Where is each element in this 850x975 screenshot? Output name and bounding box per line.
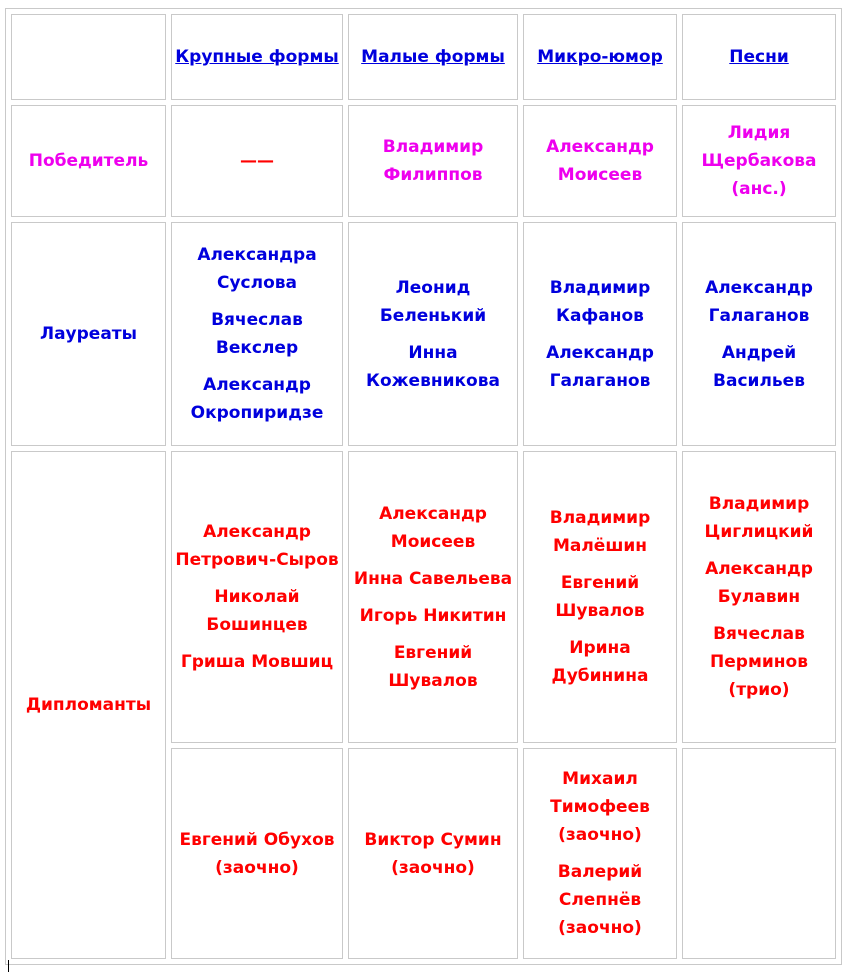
diplomants-cell <box>348 748 518 959</box>
results-table <box>5 8 842 965</box>
winner-cell <box>348 105 518 217</box>
header-link-mikro[interactable]: Микро-юмор <box>537 47 663 67</box>
diplomant-entry: Владимир Циглицкий <box>704 494 814 542</box>
laureates-row <box>11 222 836 446</box>
diplomant-entry: Игорь Никитин <box>359 605 507 626</box>
text-cursor <box>8 960 9 972</box>
winner-entry: —— <box>240 151 274 171</box>
winner-row <box>11 105 836 217</box>
header-row <box>11 14 836 100</box>
diplomant-entry: Михаил Тимофеев (заочно) <box>550 769 650 845</box>
header-link-malye[interactable]: Малые формы <box>361 47 505 67</box>
laureate-entry: Александра Суслова <box>197 245 317 293</box>
diplomants-cell <box>682 451 836 743</box>
diplomant-entry: Евгений Шувалов <box>555 573 645 621</box>
laureates-cell <box>171 222 343 446</box>
diplomant-entry: Евгений Обухов (заочно) <box>179 829 335 878</box>
header-cell[interactable] <box>171 14 343 100</box>
row-label-laureates: Лауреаты <box>11 222 166 446</box>
diplomants-row <box>11 451 836 743</box>
diplomant-entry: Евгений Шувалов <box>388 642 478 691</box>
diplomant-entry: Гриша Мовшиц <box>180 652 334 672</box>
header-cell[interactable] <box>682 14 836 100</box>
winner-entry: Александр Моисеев <box>546 137 654 185</box>
laureate-entry: Владимир Кафанов <box>549 277 651 326</box>
diplomant-entry: Вячеслав Перминов (трио) <box>710 624 808 700</box>
diplomants-cell <box>523 748 677 959</box>
diplomant-entry: Александр Моисеев <box>379 503 487 552</box>
diplomant-entry: Валерий Слепнёв (заочно) <box>557 862 643 938</box>
laureates-cell <box>523 222 677 446</box>
laureate-entry: Александр Окропиридзе <box>190 375 324 423</box>
diplomants-cell-empty <box>682 748 836 959</box>
laureates-cell <box>682 222 836 446</box>
winner-cell <box>523 105 677 217</box>
laureate-entry: Александр Галаганов <box>705 277 813 326</box>
diplomants-cell <box>171 451 343 743</box>
header-cell[interactable] <box>348 14 518 100</box>
header-cell-empty <box>11 14 166 100</box>
row-label-winner: Победитель <box>11 105 166 217</box>
laureate-entry: Александр Галаганов <box>546 342 654 391</box>
diplomants-cell <box>523 451 677 743</box>
diplomant-entry: Николай Бошинцев <box>206 587 308 635</box>
winner-cell <box>682 105 836 217</box>
diplomant-entry: Александр Петрович-Сыров <box>175 522 339 570</box>
laureates-cell <box>348 222 518 446</box>
diplomant-entry: Владимир Малёшин <box>549 508 651 556</box>
laureate-entry: Инна Кожевникова <box>366 342 500 391</box>
row-label-diplomants: Дипломанты <box>11 451 166 959</box>
diplomants-cell <box>171 748 343 959</box>
winner-cell <box>171 105 343 217</box>
winner-entry: Владимир Филиппов <box>382 137 484 185</box>
header-link-krupnye[interactable]: Крупные формы <box>175 47 339 67</box>
diplomant-entry: Инна Савельева <box>353 568 513 589</box>
diplomant-entry: Ирина Дубинина <box>551 638 649 686</box>
laureate-entry: Андрей Васильев <box>713 342 805 391</box>
header-link-pesni[interactable]: Песни <box>729 47 789 67</box>
diplomant-entry: Виктор Сумин (заочно) <box>364 829 502 878</box>
winner-entry: Лидия Щербакова (анс.) <box>701 123 817 199</box>
laureate-entry: Вячеслав Векслер <box>211 310 303 358</box>
header-cell[interactable] <box>523 14 677 100</box>
diplomants-cell <box>348 451 518 743</box>
diplomant-entry: Александр Булавин <box>705 559 813 607</box>
laureate-entry: Леонид Беленький <box>379 277 487 326</box>
